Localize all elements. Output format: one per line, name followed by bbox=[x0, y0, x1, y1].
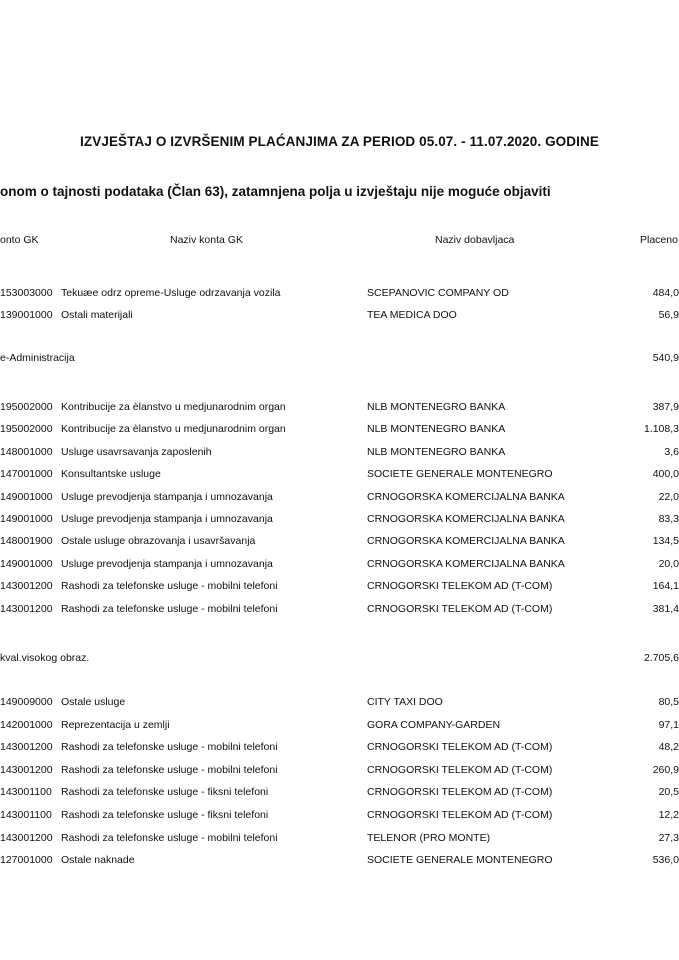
konto-code: 142001000 bbox=[0, 718, 53, 731]
konto-code: 143001200 bbox=[0, 831, 53, 844]
table-row bbox=[0, 309, 679, 325]
konto-name: Usluge prevodjenja stampanja i umnozavanja bbox=[61, 557, 273, 570]
konto-code: 143001200 bbox=[0, 580, 53, 593]
paid-amount: 400,0 bbox=[652, 468, 679, 481]
table-row bbox=[0, 558, 679, 574]
table-row bbox=[0, 535, 679, 551]
group-2-total-row bbox=[0, 652, 679, 668]
supplier-name: CRNOGORSKI TELEKOM AD (T-COM) bbox=[367, 602, 553, 615]
supplier-name: CRNOGORSKI TELEKOM AD (T-COM) bbox=[367, 741, 553, 754]
konto-name: Reprezentacija u zemlji bbox=[61, 718, 170, 731]
supplier-name: CRNOGORSKA KOMERCIJALNA BANKA bbox=[367, 535, 565, 548]
konto-name: Ostale naknade bbox=[61, 854, 135, 867]
supplier-name: NLB MONTENEGRO BANKA bbox=[367, 445, 506, 458]
supplier-name: NLB MONTENEGRO BANKA bbox=[367, 401, 506, 413]
konto-name: Ostali materijali bbox=[61, 309, 133, 321]
group-1-total-label: e-Administracija bbox=[0, 352, 75, 364]
paid-amount: 387,9 bbox=[652, 401, 679, 413]
konto-name: Rashodi za telefonske usluge - mobilni telefoni bbox=[61, 741, 278, 754]
header-konto: onto GK bbox=[0, 234, 39, 246]
paid-amount: 27,3 bbox=[658, 831, 679, 844]
konto-code: 143001100 bbox=[0, 786, 52, 799]
konto-name: Usluge prevodjenja stampanja i umnozavanja bbox=[61, 490, 273, 503]
konto-code: 195002000 bbox=[0, 401, 53, 413]
table-row bbox=[0, 446, 679, 462]
konto-code: 143001200 bbox=[0, 763, 53, 776]
paid-amount: 484,0 bbox=[652, 287, 679, 299]
konto-code: 143001100 bbox=[0, 809, 52, 821]
supplier-name: SCEPANOVIC COMPANY OD bbox=[367, 287, 509, 299]
table-row bbox=[0, 786, 679, 802]
konto-name: Tekuæe odrz opreme-Usluge odrzavanja vozila bbox=[61, 287, 281, 299]
konto-name: Rashodi za telefonske usluge - fiksni telefoni bbox=[61, 786, 269, 799]
table-row bbox=[0, 468, 679, 484]
table-row bbox=[0, 832, 679, 848]
supplier-name: CRNOGORSKA KOMERCIJALNA BANKA bbox=[367, 490, 565, 503]
paid-amount: 80,5 bbox=[658, 696, 679, 708]
paid-amount: 56,9 bbox=[658, 309, 679, 321]
paid-amount: 83,3 bbox=[658, 513, 679, 525]
konto-name: Rashodi za telefonske usluge - fiksni telefoni bbox=[61, 809, 269, 821]
paid-amount: 20,5 bbox=[658, 786, 679, 799]
paid-amount: 134,5 bbox=[652, 535, 679, 548]
paid-amount: 164,1 bbox=[652, 580, 679, 593]
konto-code: 153003000 bbox=[0, 287, 53, 299]
supplier-name: CRNOGORSKI TELEKOM AD (T-COM) bbox=[367, 786, 553, 799]
konto-code: 148001000 bbox=[0, 445, 53, 458]
konto-name: Rashodi za telefonske usluge - mobilni telefoni bbox=[61, 763, 278, 776]
konto-name: Kontribucije za èlanstvo u medjunarodnim organ bbox=[61, 423, 286, 436]
konto-code: 149009000 bbox=[0, 696, 53, 708]
table-row bbox=[0, 719, 679, 735]
konto-code: 143001200 bbox=[0, 602, 53, 615]
supplier-name: NLB MONTENEGRO BANKA bbox=[367, 423, 506, 436]
konto-name: Kontribucije za èlanstvo u medjunarodnim organ bbox=[61, 401, 286, 413]
supplier-name: CRNOGORSKI TELEKOM AD (T-COM) bbox=[367, 763, 553, 776]
table-row bbox=[0, 696, 679, 712]
table-row bbox=[0, 741, 679, 757]
supplier-name: CRNOGORSKA KOMERCIJALNA BANKA bbox=[367, 513, 565, 525]
group-2-total-amount: 2.705,6 bbox=[643, 652, 679, 664]
table-row bbox=[0, 809, 679, 825]
table-row bbox=[0, 580, 679, 596]
supplier-name: CRNOGORSKI TELEKOM AD (T-COM) bbox=[367, 580, 553, 593]
konto-name: Ostale usluge obrazovanja i usavršavanja bbox=[61, 535, 256, 548]
supplier-name: CITY TAXI DOO bbox=[367, 696, 443, 708]
konto-name: Rashodi za telefonske usluge - mobilni telefoni bbox=[61, 831, 278, 844]
table-row bbox=[0, 287, 679, 303]
supplier-name: SOCIETE GENERALE MONTENEGRO bbox=[367, 854, 553, 867]
konto-name: Konsultantske usluge bbox=[61, 468, 161, 481]
konto-name: Rashodi za telefonske usluge - mobilni telefoni bbox=[61, 580, 278, 593]
header-dobavljac: Naziv dobavljaca bbox=[435, 234, 515, 246]
header-naziv-konta: Naziv konta GK bbox=[170, 234, 243, 246]
supplier-name: TEA MEDICA DOO bbox=[367, 309, 457, 321]
konto-name: Ostale usluge bbox=[61, 696, 126, 708]
konto-code: 149001000 bbox=[0, 557, 53, 570]
table-row bbox=[0, 491, 679, 507]
konto-name: Rashodi za telefonske usluge - mobilni telefoni bbox=[61, 602, 278, 615]
group-2-total-label: kval.visokog obraz. bbox=[0, 652, 90, 664]
konto-code: 147001000 bbox=[0, 468, 53, 481]
report-title: IZVJEŠTAJ O IZVRŠENIM PLAĆANJIMA ZA PERIOD 05.07. - 11.07.2020. GODINE bbox=[80, 134, 599, 149]
supplier-name: GORA COMPANY-GARDEN bbox=[367, 718, 501, 731]
paid-amount: 536,0 bbox=[652, 854, 679, 867]
table-row bbox=[0, 603, 679, 619]
paid-amount: 381,4 bbox=[652, 602, 679, 615]
konto-code: 195002000 bbox=[0, 423, 53, 436]
konto-code: 139001000 bbox=[0, 309, 53, 321]
paid-amount: 48,2 bbox=[658, 741, 679, 754]
paid-amount: 22,0 bbox=[658, 490, 679, 503]
supplier-name: SOCIETE GENERALE MONTENEGRO bbox=[367, 468, 553, 481]
table-row bbox=[0, 513, 679, 529]
supplier-name: TELENOR (PRO MONTE) bbox=[367, 831, 491, 844]
konto-code: 149001000 bbox=[0, 513, 53, 525]
konto-code: 149001000 bbox=[0, 490, 53, 503]
table-row bbox=[0, 854, 679, 870]
konto-code: 143001200 bbox=[0, 741, 53, 754]
paid-amount: 3,6 bbox=[664, 445, 679, 458]
konto-code: 127001000 bbox=[0, 854, 53, 867]
group-1-total-row bbox=[0, 352, 679, 368]
header-placeno: Placeno bbox=[640, 234, 678, 246]
paid-amount: 12,2 bbox=[658, 809, 679, 821]
paid-amount: 1.108,3 bbox=[643, 423, 679, 436]
konto-name: Usluge prevodjenja stampanja i umnozavanja bbox=[61, 513, 273, 525]
table-row bbox=[0, 764, 679, 780]
konto-code: 148001900 bbox=[0, 535, 53, 548]
table-row bbox=[0, 401, 679, 417]
report-subtitle: onom o tajnosti podataka (Član 63), zatamnjena polja u izvještaju nije moguće objaviti bbox=[0, 184, 551, 199]
paid-amount: 97,1 bbox=[658, 718, 679, 731]
konto-name: Usluge usavrsavanja zaposlenih bbox=[61, 445, 212, 458]
supplier-name: CRNOGORSKA KOMERCIJALNA BANKA bbox=[367, 557, 565, 570]
paid-amount: 260,9 bbox=[652, 763, 679, 776]
supplier-name: CRNOGORSKI TELEKOM AD (T-COM) bbox=[367, 809, 553, 821]
paid-amount: 20,0 bbox=[658, 557, 679, 570]
table-row bbox=[0, 423, 679, 439]
group-1-total-amount: 540,9 bbox=[652, 352, 679, 364]
